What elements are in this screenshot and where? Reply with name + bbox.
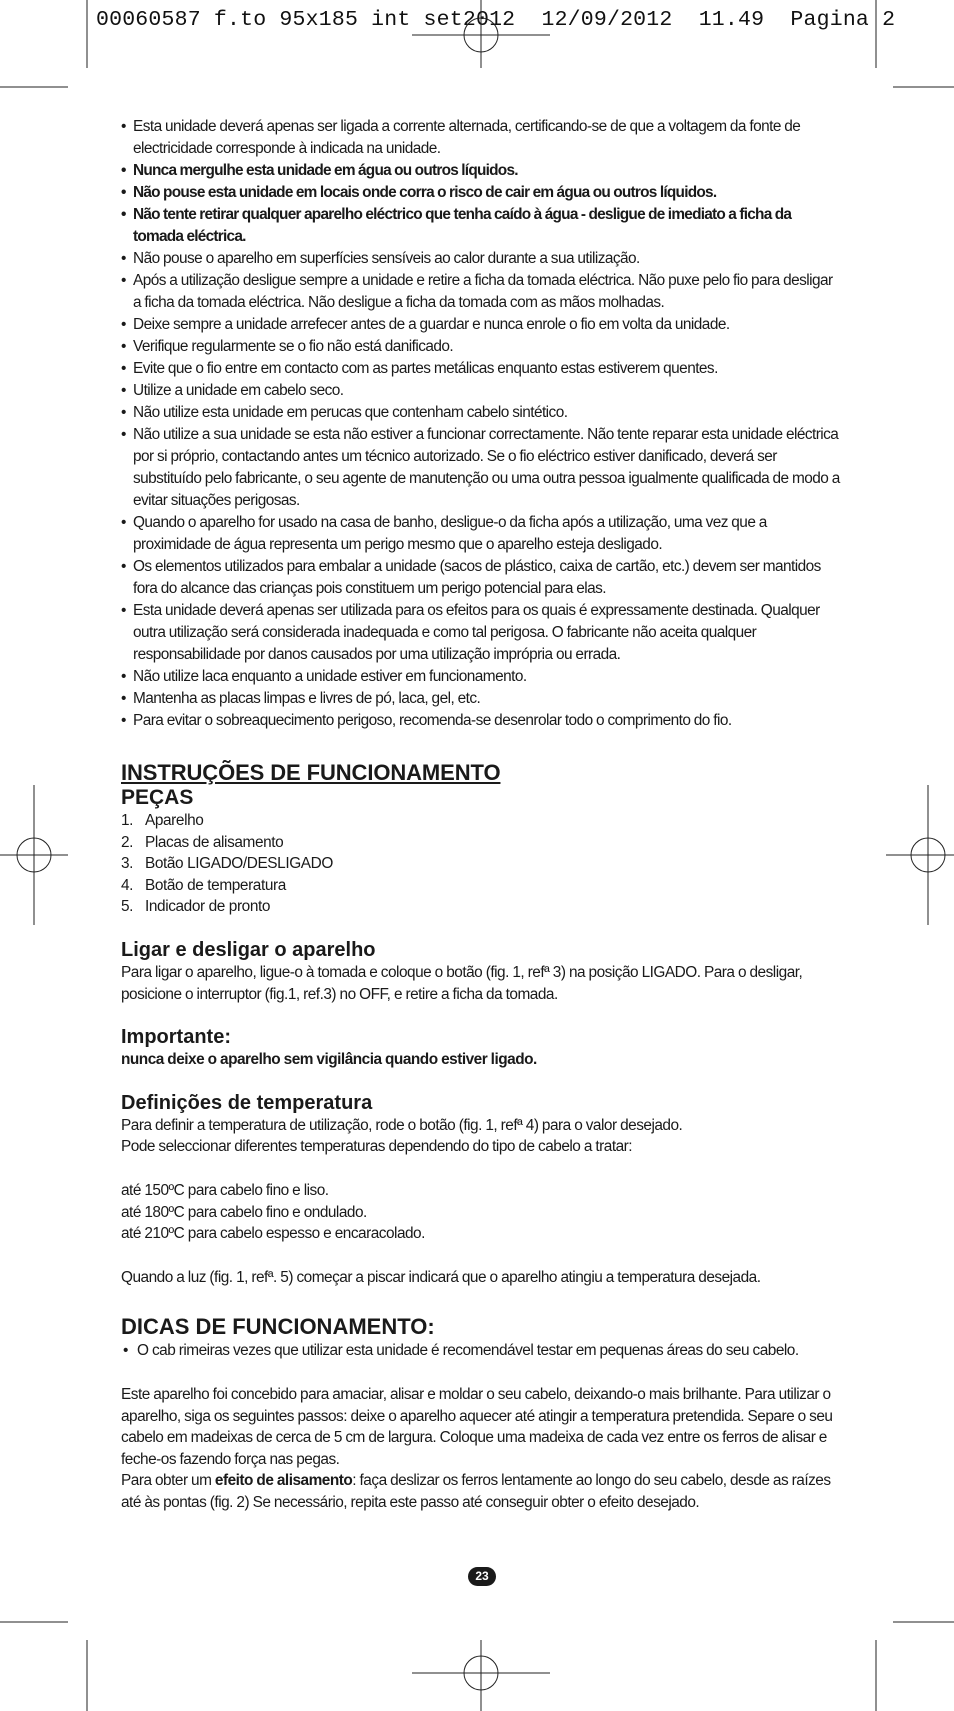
part-label: Placas de alisamento bbox=[145, 833, 284, 851]
tips-bullet: • O cab rimeiras vezes que utilizar esta unidade é recomendável testar em pequenas áreas do seu cabelo. bbox=[121, 1340, 842, 1362]
part-item bbox=[121, 853, 842, 875]
safety-instruction-item: • Utilize a unidade em cabelo seco. bbox=[121, 380, 842, 402]
operating-instructions-heading: INSTRUÇÕES DE FUNCIONAMENTO bbox=[121, 760, 501, 785]
safety-instructions-list bbox=[121, 116, 842, 732]
part-number: 4. bbox=[121, 876, 134, 894]
part-number: 2. bbox=[121, 833, 134, 851]
manual-page-content bbox=[121, 116, 842, 1513]
part-number: 3. bbox=[121, 855, 134, 873]
safety-instruction-item: • Não utilize a sua unidade se esta não estiver a funcionar correctamente. Não tente reparar esta unidade eléctrica por si próprio, contactando antes um técnico autorizado. Se o fio eléctrico estiver danificado, deverá ser substituído pelo fabricante, o seu agente de manutenção ou uma outra pessoa igualmente qualificada de modo a evitar situações perigosas. bbox=[121, 424, 842, 512]
safety-instruction-item: • Nunca mergulhe esta unidade em água ou outros líquidos. bbox=[121, 160, 842, 182]
safety-instruction-item: • Evite que o fio entre em contacto com as partes metálicas enquanto estas estiverem quentes. bbox=[121, 358, 842, 380]
safety-instruction-item: • Não pouse o aparelho em superfícies sensíveis ao calor durante a sua utilização. bbox=[121, 248, 842, 270]
temperature-option: até 150ºC para cabelo fino e liso. bbox=[121, 1181, 329, 1199]
important-text: nunca deixe o aparelho sem vigilância quando estiver ligado. bbox=[121, 1051, 537, 1069]
on-off-text: Para ligar o aparelho, ligue-o à tomada e coloque o botão (fig. 1, refª 3) na posição LIGADO. Para o desligar, posicione o interruptor (fig.1, ref.3) no OFF, e retire a ficha da tomada. bbox=[121, 963, 803, 1003]
straightening-effect-term: efeito de alisamento bbox=[214, 1472, 353, 1490]
safety-instruction-item: • Não utilize laca enquanto a unidade estiver em funcionamento. bbox=[121, 666, 842, 688]
safety-instruction-item: • Quando o aparelho for usado na casa de banho, desligue-o da ficha após a utilização, uma vez que a proximidade de água representa um perigo mesmo que o aparelho esteja desligado. bbox=[121, 512, 842, 556]
ready-light-text: Quando a luz (fig. 1, refª. 5) começar a piscar indicará que o aparelho atingiu a temperatura desejada. bbox=[121, 1268, 761, 1286]
safety-instruction-item: • Não utilize esta unidade em perucas que contenham cabelo sintético. bbox=[121, 402, 842, 424]
temperature-option: até 180ºC para cabelo fino e ondulado. bbox=[121, 1203, 367, 1221]
part-number: 5. bbox=[121, 898, 134, 916]
part-label: Indicador de pronto bbox=[145, 898, 271, 916]
part-item bbox=[121, 832, 842, 854]
temperature-settings-heading: Definições de temperatura bbox=[121, 1091, 373, 1114]
part-item bbox=[121, 875, 842, 897]
safety-instruction-item: • Não tente retirar qualquer aparelho eléctrico que tenha caído à água - desligue de imediato a ficha da tomada eléctrica. bbox=[121, 204, 842, 248]
tips-paragraph-2-rest: : faça deslizar os ferros lentamente ao longo do seu cabelo, desde as raízes até às pontas (fig. 2) Se necessário, repita este passo até conseguir obter o efeito desejado. bbox=[121, 1472, 831, 1511]
temperature-text-1: Para definir a temperatura de utilização, rode o botão (fig. 1, refª 4) para o valor desejado. bbox=[121, 1116, 683, 1134]
tips-heading: DICAS DE FUNCIONAMENTO: bbox=[121, 1314, 435, 1340]
part-item bbox=[121, 896, 842, 918]
important-heading: Importante: bbox=[121, 1026, 231, 1049]
part-label: Botão de temperatura bbox=[145, 876, 286, 894]
safety-instruction-item: • Mantenha as placas limpas e livres de pó, laca, gel, etc. bbox=[121, 688, 842, 710]
on-off-heading: Ligar e desligar o aparelho bbox=[121, 938, 376, 961]
part-item bbox=[121, 810, 842, 832]
part-label: Botão LIGADO/DESLIGADO bbox=[145, 855, 333, 873]
page-number-badge: 23 bbox=[468, 1567, 496, 1586]
part-label: Aparelho bbox=[145, 812, 204, 829]
print-slug-header: 00060587 f.to 95x185 int set2012 12/09/2012 11.49 Pagina 2 bbox=[96, 8, 896, 32]
parts-list bbox=[121, 810, 842, 918]
safety-instruction-item: • Após a utilização desligue sempre a unidade e retire a ficha da tomada eléctrica. Não puxe pelo fio para desligar a ficha da tomada eléctrica. Não desligue a ficha da tomada com as mãos molhadas. bbox=[121, 270, 842, 314]
tips-paragraph-2-prefix: Para obter um bbox=[121, 1472, 215, 1490]
tips-paragraph-1: Este aparelho foi concebido para amaciar, alisar e moldar o seu cabelo, deixando-o mais brilhante. Para utilizar o aparelho, siga os seguintes passos: deixe o aparelho aquecer até atingir a temperatura pretendida. Separe o seu cabelo em madeixas de cerca de 5 cm de largura. Coloque uma madeixa de cada vez entre os ferros de alisar e feche-os fazendo força nas pegas. bbox=[121, 1385, 833, 1468]
safety-instruction-item: • Deixe sempre a unidade arrefecer antes de a guardar e nunca enrole o fio em volta da unidade. bbox=[121, 314, 842, 336]
temperature-option: até 210ºC para cabelo espesso e encaracolado. bbox=[121, 1225, 425, 1243]
safety-instruction-item: • Esta unidade deverá apenas ser ligada a corrente alternada, certificando-se de que a voltagem da fonte de electricidade corresponde à indicada na unidade. bbox=[121, 116, 842, 160]
part-number: 1. bbox=[121, 812, 134, 829]
parts-heading: PEÇAS bbox=[121, 786, 194, 809]
tips-paragraph-2 bbox=[121, 1470, 842, 1513]
safety-instruction-item: • Esta unidade deverá apenas ser utilizada para os efeitos para os quais é expressamente destinada. Qualquer outra utilização será considerada inadequada e como tal perigosa. O fabricante não aceita qualquer responsabilidade por danos causados por uma utilização imprópria ou errada. bbox=[121, 600, 842, 666]
safety-instruction-item: • Os elementos utilizados para embalar a unidade (sacos de plástico, caixa de cartão, etc.) devem ser mantidos fora do alcance das crianças pois constituem um perigo potencial para elas. bbox=[121, 556, 842, 600]
safety-instruction-item: • Verifique regularmente se o fio não está danificado. bbox=[121, 336, 842, 358]
safety-instruction-item: • Não pouse esta unidade em locais onde corra o risco de cair em água ou outros líquidos. bbox=[121, 182, 842, 204]
safety-instruction-item: • Para evitar o sobreaquecimento perigoso, recomenda-se desenrolar todo o comprimento do fio. bbox=[121, 710, 842, 732]
temperature-text-2: Pode seleccionar diferentes temperaturas dependendo do tipo de cabelo a tratar: bbox=[121, 1138, 633, 1156]
